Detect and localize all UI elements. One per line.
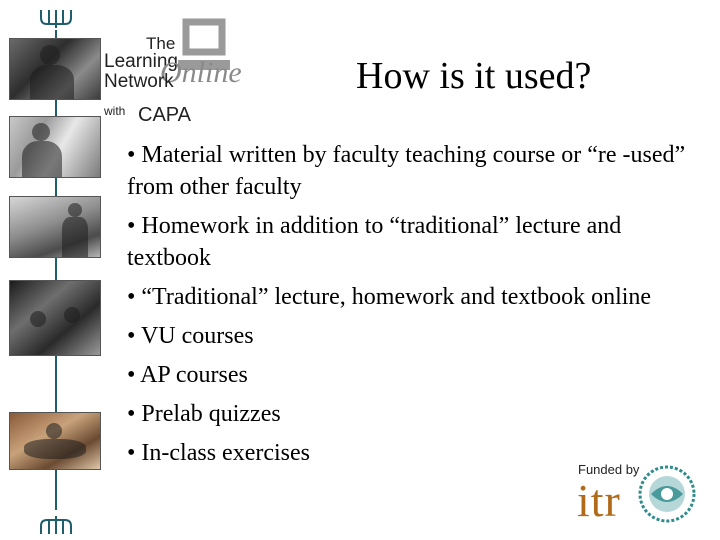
logo-text-network: Network bbox=[104, 71, 174, 92]
bullet-item: • Prelab quizzes bbox=[127, 401, 281, 427]
bullet-item: • VU courses bbox=[127, 323, 254, 349]
photo-lecture-hall bbox=[9, 196, 101, 258]
fork-top-icon bbox=[37, 8, 75, 28]
photo-library-study bbox=[9, 280, 101, 356]
logo-text-learning: Learning bbox=[104, 51, 178, 72]
nsf-seal-icon bbox=[637, 464, 697, 524]
itr-logo-text: itr bbox=[577, 475, 621, 526]
bullet-item: • Homework in addition to “traditional” lecture and textbook bbox=[127, 213, 622, 271]
learning-network-logo bbox=[104, 34, 294, 130]
bullet-item: • AP courses bbox=[127, 362, 248, 388]
funding-credit bbox=[578, 462, 698, 524]
slide-title: How is it used? bbox=[356, 55, 592, 97]
bullet-item: • Material written by faculty teaching course or “re -used” from other faculty bbox=[127, 142, 686, 200]
logo-text-online: Online bbox=[160, 56, 242, 89]
bullet-item: • In-class exercises bbox=[127, 440, 310, 466]
fork-bottom-icon bbox=[37, 516, 75, 536]
logo-text-with: with bbox=[104, 104, 126, 118]
logo-text-capa: CAPA bbox=[138, 104, 191, 126]
photo-student-computer bbox=[9, 116, 101, 178]
funded-by-label: Funded by bbox=[578, 462, 640, 477]
photo-reading-student bbox=[9, 412, 101, 470]
bullet-list bbox=[127, 139, 697, 476]
logo-text-the: The bbox=[146, 34, 176, 53]
photo-student-laptop bbox=[9, 38, 101, 100]
bullet-item: • “Traditional” lecture, homework and textbook online bbox=[127, 284, 652, 310]
